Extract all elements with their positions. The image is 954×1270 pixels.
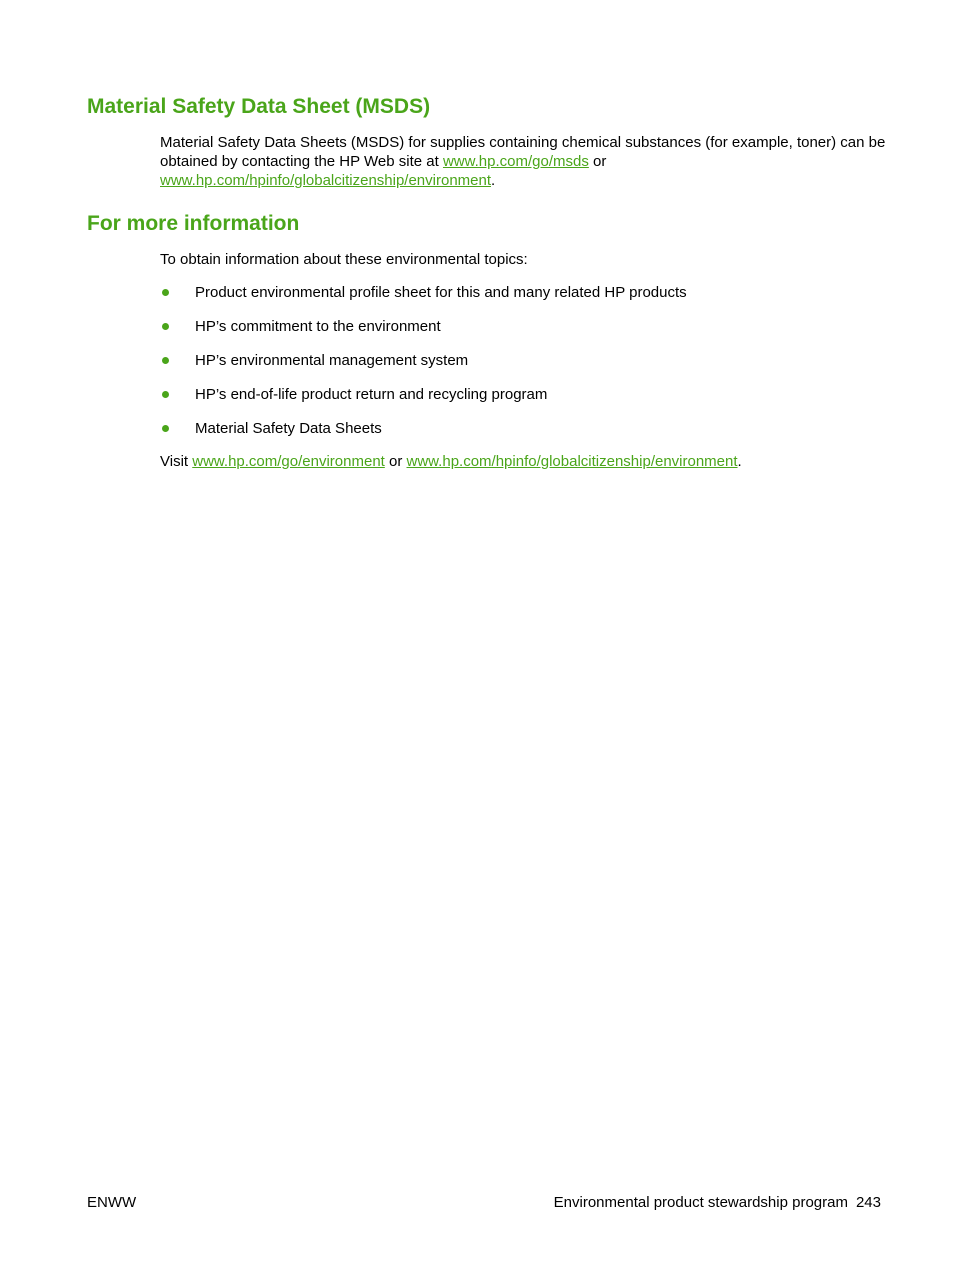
bullet-dot-icon	[162, 391, 169, 398]
heading-more-information: For more information	[87, 212, 300, 235]
footer-section-title: Environmental product stewardship program	[553, 1194, 848, 1211]
list-item-text: Product environmental profile sheet for this and many related HP products	[195, 284, 687, 301]
globalcitizenship-environment-link[interactable]: www.hp.com/hpinfo/globalcitizenship/environment	[406, 453, 738, 470]
list-item-text: HP’s commitment to the environment	[195, 318, 441, 335]
msds-text-after: .	[491, 172, 496, 189]
globalcitizenship-link[interactable]: www.hp.com/hpinfo/globalcitizenship/environment	[160, 172, 492, 189]
visit-text-after: .	[737, 453, 742, 470]
footer-right	[554, 1193, 881, 1212]
visit-text-before: Visit	[160, 453, 193, 470]
msds-link[interactable]: www.hp.com/go/msds	[442, 153, 589, 170]
list-item-text: HP’s environmental management system	[195, 352, 469, 369]
visit-paragraph	[160, 452, 890, 471]
heading-msds: Material Safety Data Sheet (MSDS)	[87, 95, 431, 118]
list-item-text: Material Safety Data Sheets	[195, 420, 382, 437]
bullet-dot-icon	[162, 323, 169, 330]
footer-left-label: ENWW	[87, 1194, 137, 1211]
list-item	[160, 282, 687, 316]
bullet-dot-icon	[162, 357, 169, 364]
bullet-dot-icon	[162, 425, 169, 432]
bullet-dot-icon	[162, 289, 169, 296]
page-number: 243	[855, 1194, 881, 1211]
visit-text-between: or	[384, 453, 407, 470]
more-info-intro: To obtain information about these environmental topics:	[160, 251, 528, 268]
topics-list	[160, 282, 687, 452]
list-item	[160, 384, 687, 418]
list-item	[160, 350, 687, 384]
msds-paragraph	[160, 133, 890, 190]
list-item	[160, 316, 687, 350]
msds-text-between: or	[588, 153, 607, 170]
environment-link[interactable]: www.hp.com/go/environment	[192, 453, 385, 470]
msds-text-before: Material Safety Data Sheets (MSDS) for supplies containing chemical substances (for example, toner) can be obtained by contacting the HP Web site at	[160, 134, 886, 170]
list-item-text: HP’s end-of-life product return and recycling program	[195, 386, 548, 403]
list-item	[160, 418, 687, 452]
